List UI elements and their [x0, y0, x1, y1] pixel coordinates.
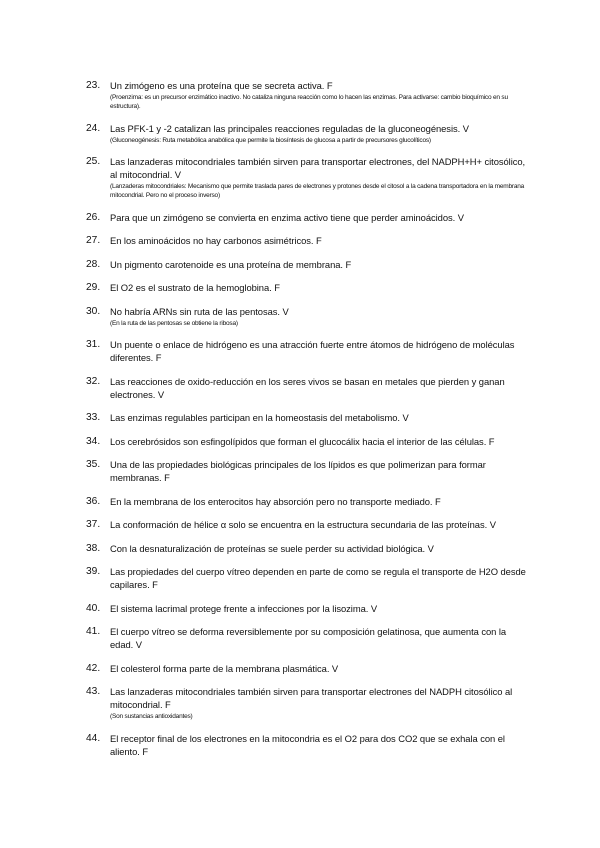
list-item	[86, 79, 526, 111]
item-text: El receptor final de los electrones en la mitocondria es el O2 para dos CO2 que se exhala con el aliento. F	[110, 732, 505, 757]
list-item	[86, 211, 526, 224]
item-text: Un puente o enlace de hidrógeno es una atracción fuerte entre átomos de hidrógeno de moléculas diferentes. F	[110, 339, 515, 363]
list-item	[86, 155, 526, 200]
item-text: Un pigmento carotenoide es una proteína de membrana. F	[110, 258, 352, 270]
list-item	[86, 234, 526, 247]
item-number: 32.	[86, 375, 101, 387]
item-number: 34.	[86, 435, 101, 447]
list-item	[86, 685, 526, 721]
list-item	[86, 338, 526, 364]
item-number: 27.	[86, 235, 101, 246]
question-list	[86, 79, 526, 768]
list-item	[86, 518, 526, 531]
item-note: (Lanzaderas mitocondriales: Mecanismo que permite traslada pares de electrones y protones desde el citosol a la cadena transportadora en la membrana mitocondrial. Pero no el proceso inverso)	[110, 183, 525, 199]
item-text: Los cerebrósidos son esfingolípidos que forman el glucocálix hacia el interior de las células. F	[110, 435, 495, 447]
list-item	[86, 625, 526, 651]
item-text: El O2 es el sustrato de la hemoglobina. F	[110, 282, 280, 293]
item-text: En la membrana de los enterocitos hay absorción pero no transporte mediado. F	[110, 495, 441, 507]
item-text: Una de las propiedades biológicas principales de los lípidos es que polimerizan para formar membranas. F	[110, 459, 486, 483]
list-item	[86, 542, 526, 555]
item-text: Un zimógeno es una proteína que se secreta activa. F	[110, 80, 333, 91]
item-number: 43.	[86, 686, 101, 697]
item-note: (Gluconeogénesis: Ruta metabólica anabólica que permite la biosíntesis de glucosa a partir de precursores glucolíticos)	[110, 136, 431, 144]
item-text: En los aminoácidos no hay carbonos asimétricos. F	[110, 235, 322, 246]
item-number: 28.	[86, 258, 101, 270]
item-text: El cuerpo vítreo se deforma reversiblemente por su composición gelatinosa, que aumenta con la edad. V	[110, 626, 507, 650]
list-item	[86, 495, 526, 508]
list-item	[86, 375, 526, 401]
item-text: Las lanzaderas mitocondriales también sirven para transportar electrones del NADPH citosólico al mitocondrial. F	[110, 686, 513, 710]
list-item	[86, 732, 526, 758]
item-number: 31.	[86, 339, 101, 350]
item-number: 38.	[86, 542, 101, 554]
item-text: Con la desnaturalización de proteínas se suele perder su actividad biológica. V	[110, 542, 434, 554]
item-text: El sistema lacrimal protege frente a infecciones por la lisozima. V	[110, 602, 378, 614]
item-number: 44.	[86, 732, 101, 744]
list-item	[86, 122, 526, 145]
item-number: 42.	[86, 662, 101, 674]
item-text: No habría ARNs sin ruta de las pentosas. V	[110, 305, 289, 317]
item-number: 23.	[86, 80, 101, 91]
item-number: 41.	[86, 626, 101, 637]
item-number: 39.	[86, 566, 101, 577]
item-note: (Son sustancias antioxidantes)	[110, 713, 193, 720]
list-item	[86, 458, 526, 484]
item-number: 26.	[86, 211, 101, 223]
item-text: La conformación de hélice α solo se encuentra en la estructura secundaria de las proteínas. V	[110, 519, 496, 530]
item-text: Las enzimas regulables participan en la homeostasis del metabolismo. V	[110, 412, 409, 423]
list-item	[86, 258, 526, 271]
item-number: 33.	[86, 412, 101, 423]
list-item	[86, 435, 526, 448]
item-number: 36.	[86, 495, 101, 507]
list-item	[86, 565, 526, 591]
item-number: 24.	[86, 122, 101, 134]
item-number: 29.	[86, 282, 101, 293]
list-item	[86, 281, 526, 294]
item-number: 35.	[86, 459, 101, 470]
item-number: 40.	[86, 602, 101, 614]
item-note: (En la ruta de las pentosas se obtiene la ribosa)	[110, 319, 238, 327]
item-note: (Proenzima: es un precursor enzimático inactivo. No cataliza ninguna reacción como lo hacen las enzimas. Para activarse: cambio bioquímico en su estructura).	[110, 94, 508, 110]
list-item	[86, 662, 526, 675]
item-number: 37.	[86, 519, 101, 530]
item-text: Las lanzaderas mitocondriales también sirven para transportar electrones, del NADPH+H+ citosólico, al mitocondrial. V	[110, 156, 526, 180]
list-item	[86, 411, 526, 424]
item-number: 30.	[86, 305, 101, 317]
item-text: El colesterol forma parte de la membrana plasmática. V	[110, 662, 339, 674]
item-text: Las PFK-1 y -2 catalizan las principales reacciones reguladas de la gluconeogénesis. V	[110, 122, 469, 134]
item-text: Las propiedades del cuerpo vítreo dependen en parte de como se regula el transporte de H2O desde capilares. F	[110, 566, 526, 590]
list-item	[86, 602, 526, 615]
item-text: Las reacciones de oxido-reducción en los seres vivos se basan en metales que pierden y ganan electrones. V	[110, 375, 505, 400]
list-item	[86, 305, 526, 328]
item-number: 25.	[86, 156, 101, 167]
item-text: Para que un zimógeno se convierta en enzima activo tiene que perder aminoácidos. V	[110, 211, 464, 223]
